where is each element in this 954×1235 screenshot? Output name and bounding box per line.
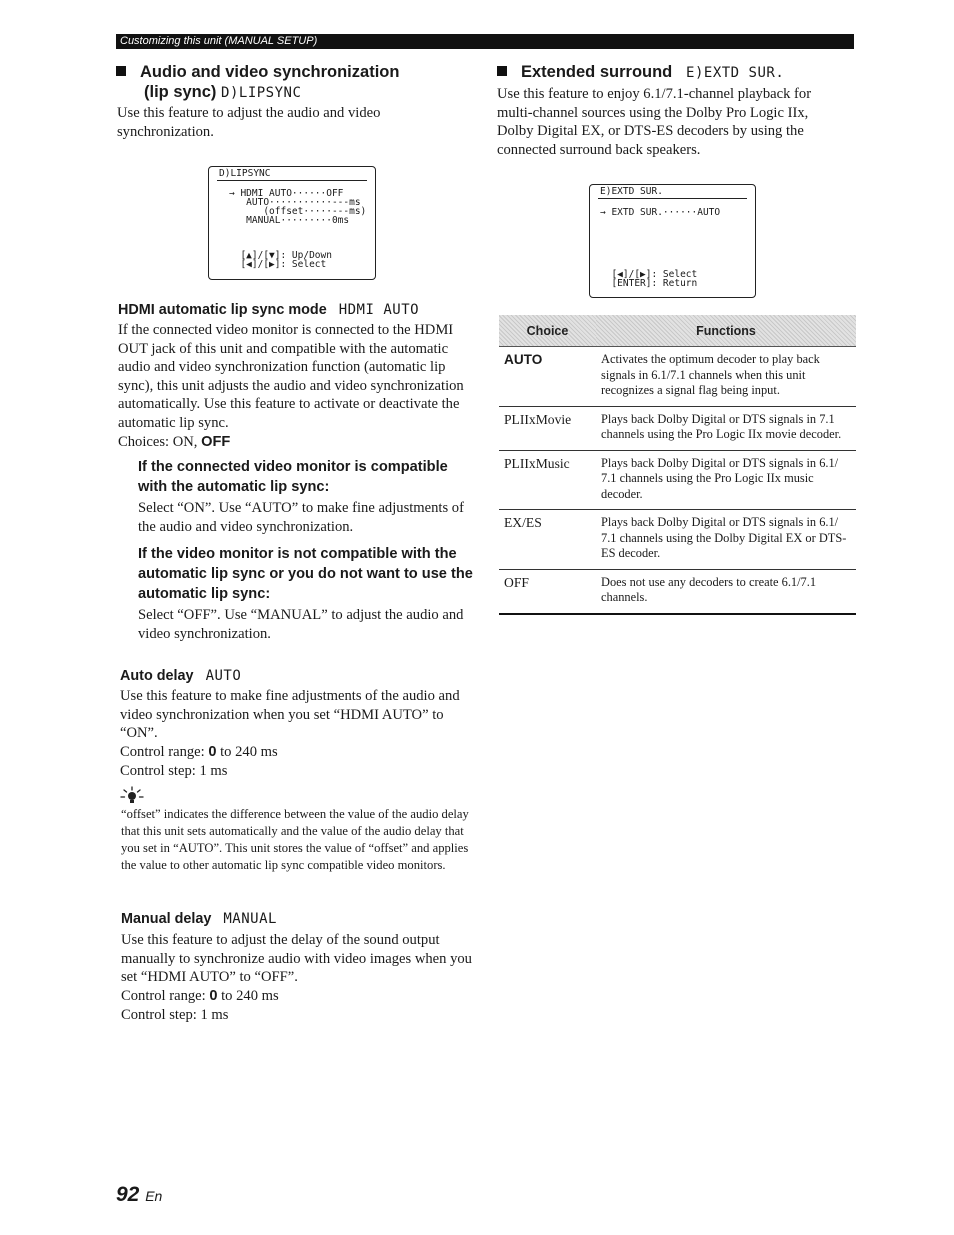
col-choice-header: Choice <box>499 315 596 347</box>
osd-title-divider <box>598 198 747 199</box>
osd-line-return: [ENTER]: Return <box>600 278 698 289</box>
choice-cell: OFF <box>499 569 596 614</box>
osd-line-auto: AUTO···········---ms <box>229 197 361 208</box>
osd-title: D)LIPSYNC <box>219 168 271 179</box>
extended-surround-lcd-label: E)EXTD SUR. <box>686 65 785 81</box>
lip-sync-heading: Audio and video synchronization (lip sync) D)LIPSYNC <box>116 62 476 103</box>
manual-delay-body: Use this feature to adjust the delay of the sound output manually to synchronize audio with video images when you set “HDMI AUTO” to “OFF”. <box>121 932 472 985</box>
osd-line-up-down: [▲]/[▼]: Up/Down <box>229 250 332 261</box>
auto-delay-body: Use this feature to make fine adjustments of the audio and video synchronization when you set “HDMI AUTO” to “ON”. <box>120 688 460 741</box>
osd-line-extd-sur: → EXTD SUR.······AUTO <box>600 207 721 218</box>
not-compatible-monitor-heading: If the video monitor is not compatible with the automatic lip sync or you do not want to use the automatic lip sync: <box>138 546 473 602</box>
page-language: En <box>145 1188 163 1204</box>
auto-delay-heading: Auto delay AUTO <box>120 668 242 684</box>
manual-delay-step: Control step: 1 ms <box>121 1007 229 1023</box>
osd-line-offset: (offset·····---ms) <box>229 206 367 217</box>
function-cell: Does not use any decoders to create 6.1/7.1 channels. <box>596 569 856 614</box>
extended-surround-heading: Extended surround E)EXTD SUR. <box>497 62 855 83</box>
manual-delay-lcd-label: MANUAL <box>223 911 277 927</box>
function-cell: Plays back Dolby Digital or DTS signals in 6.1/ 7.1 channels using the Dolby Digital EX or DTS-ES decoder. <box>596 510 856 570</box>
table-row <box>499 406 856 450</box>
table-row <box>499 347 856 407</box>
choice-cell: PLIIxMusic <box>499 450 596 510</box>
hdmi-auto-lcd-label: HDMI AUTO <box>338 302 420 318</box>
auto-delay-lcd-label: AUTO <box>205 668 242 684</box>
osd-title: E)EXTD SUR. <box>600 186 663 197</box>
hdmi-auto-body: If the connected video monitor is connected to the HDMI OUT jack of this unit and compatible with the automatic audio and video synchronization function (automatic lip sync), this unit adjusts the audio and video synchronization automatically. Use this feature to activate or deactivate the automatic lip sync. <box>118 322 464 431</box>
lip-sync-intro: Use this feature to adjust the audio and video synchronization. <box>117 105 381 140</box>
hdmi-auto-choices: Choices: ON, OFF <box>118 434 231 450</box>
auto-delay-step: Control step: 1 ms <box>120 763 228 779</box>
compatible-monitor-heading: If the connected video monitor is compatible with the automatic lip sync: <box>138 459 448 495</box>
extended-surround-choices-table <box>499 315 856 615</box>
hdmi-auto-default-choice: OFF <box>201 434 231 450</box>
function-cell: Plays back Dolby Digital or DTS signals in 6.1/ 7.1 channels using the Pro Logic IIx music decoder. <box>596 450 856 510</box>
osd-line-hdmi-auto: → HDMI AUTO······OFF <box>229 188 344 199</box>
table-header-row <box>499 315 856 347</box>
section-header-label: Customizing this unit (MANUAL SETUP) <box>120 35 318 47</box>
auto-delay-range: Control range: 0 to 240 ms <box>120 744 278 760</box>
function-cell: Activates the optimum decoder to play back signals in 6.1/7.1 channels when this unit recognizes a signal flag being input. <box>596 347 856 407</box>
compatible-monitor-body: Select “ON”. Use “AUTO” to make fine adjustments of the audio and video synchronization. <box>138 500 464 535</box>
lip-sync-lcd-label: D)LIPSYNC <box>221 85 302 101</box>
choice-cell: PLIIxMovie <box>499 406 596 450</box>
table-row <box>499 569 856 614</box>
not-compatible-monitor-body: Select “OFF”. Use “MANUAL” to adjust the audio and video synchronization. <box>138 607 464 642</box>
osd-line-select: [◀]/[▶]: Select <box>229 259 327 270</box>
square-bullet-icon <box>497 66 507 76</box>
tip-lightbulb-icon <box>120 786 144 806</box>
lip-sync-osd-screen <box>208 166 376 280</box>
tip-offset-text: “offset” indicates the difference between the value of the audio delay that this unit sets automatically and the value of the audio delay that you set in “AUTO”. This unit stores the value of “offset” and applies the value to other automatic lip sync compatible video monitors. <box>121 807 469 872</box>
hdmi-auto-heading: HDMI automatic lip sync mode HDMI AUTO <box>118 302 420 318</box>
table-row <box>499 450 856 510</box>
square-bullet-icon <box>116 66 126 76</box>
extended-surround-osd-screen <box>589 184 756 298</box>
manual-delay-range: Control range: 0 to 240 ms <box>121 988 279 1004</box>
section-header-bar <box>116 34 854 49</box>
page-number: 92 En <box>116 1183 163 1206</box>
osd-line-select: [◀]/[▶]: Select <box>600 269 698 280</box>
osd-line-manual: MANUAL·········0ms <box>229 215 350 226</box>
choice-cell: EX/ES <box>499 510 596 570</box>
choice-cell: AUTO <box>499 347 596 407</box>
extended-surround-intro: Use this feature to enjoy 6.1/7.1-channel playback for multi-channel sources using the Dolby Pro Logic IIx, Dolby Digital EX, or DTS-ES decoders by using the connected surround back speakers. <box>497 86 812 158</box>
function-cell: Plays back Dolby Digital or DTS signals in 7.1 channels using the Pro Logic IIx movie decoder. <box>596 406 856 450</box>
manual-delay-heading: Manual delay MANUAL <box>121 911 277 927</box>
osd-title-divider <box>217 180 367 181</box>
col-functions-header: Functions <box>596 315 856 347</box>
table-row <box>499 510 856 570</box>
